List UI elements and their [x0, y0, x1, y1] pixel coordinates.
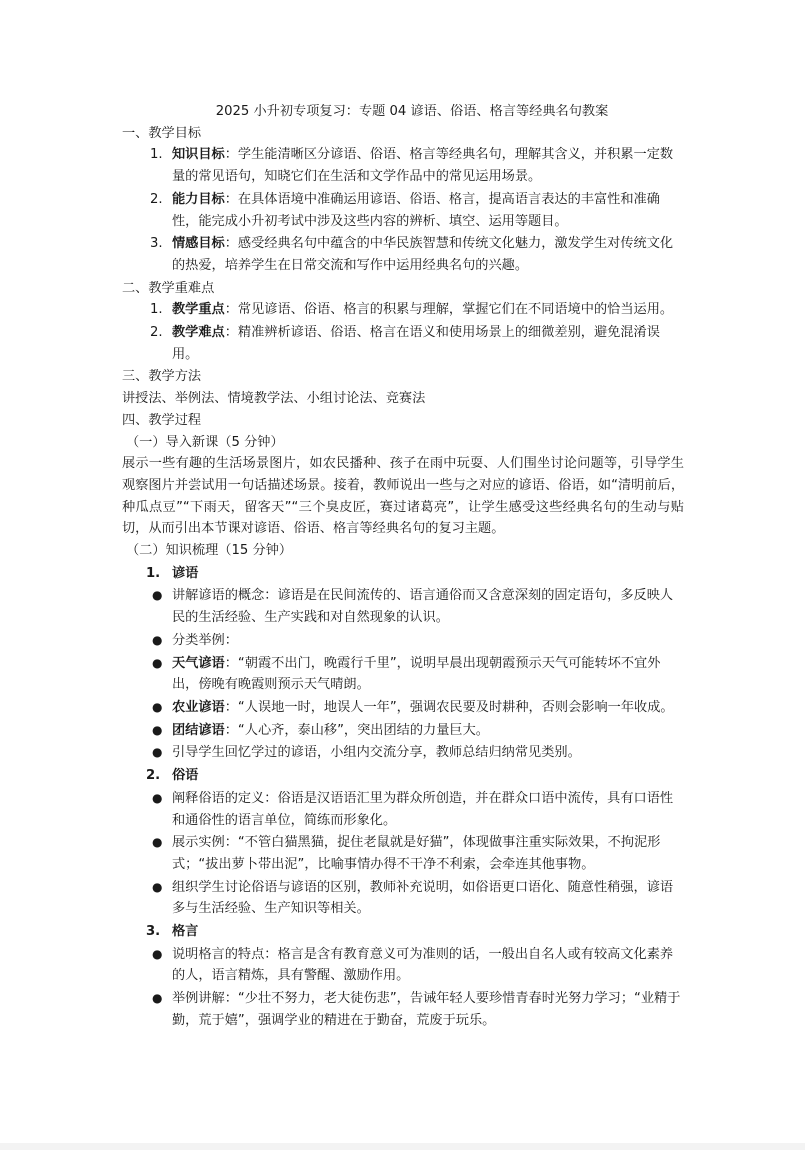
item-label: 团结谚语 [172, 722, 225, 738]
group-heading-sayings [122, 765, 684, 787]
item-text: ：在具体语境中准确运用谚语、俗语、格言，提高语言表达的丰富性和准确性，能完成小升初考试中涉及这些内容的辨析、填空、运用等题目。 [172, 191, 660, 229]
group-heading-proverbs [122, 563, 684, 585]
group-title: 俗语 [172, 768, 199, 784]
list-item [150, 653, 684, 696]
subsection-heading-intro: （一）导入新课（5 分钟） [126, 434, 284, 450]
item-text: 阐释俗语的定义：俗语是汉语语汇里为群众所创造，并在群众口语中流传，具有口语性和通俗性的语言单位，简练而形象化。 [172, 790, 674, 828]
item-text: 说明格言的特点：格言是含有教育意义可为准则的话，一般出自名人或有较高文化素养的人，语言精炼，具有警醒、激励作用。 [172, 946, 674, 984]
item-label: 教学重点 [172, 302, 225, 318]
bullet-icon: ● [152, 790, 163, 805]
section-heading-methods: 三、教学方法 [122, 369, 202, 385]
bullet-icon: ● [152, 632, 163, 647]
item-text: 组织学生讨论俗语与谚语的区别，教师补充说明，如俗语更口语化、随意性稍强，谚语多与生活经验、生产知识等相关。 [172, 879, 674, 917]
bullet-icon: ● [152, 745, 163, 760]
item-text: ：“人误地一时，地误人一年”，强调农民要及时耕种，否则会影响一年收成。 [224, 699, 674, 715]
list-number: 1. [150, 302, 163, 318]
bullet-icon: ● [152, 835, 163, 850]
list-number: 3. [146, 924, 161, 940]
item-text: ：感受经典名句中蕴含的中华民族智慧和传统文化魅力，激发学生对传统文化的热爱，培养学生在日常交流和写作中运用经典名句的兴趣。 [172, 236, 674, 273]
item-text: ：精准辨析谚语、俗语、格言在语义和使用场景上的细微差别，避免混淆误用。 [172, 325, 660, 362]
document-content [122, 101, 684, 1033]
intro-paragraph: 展示一些有趣的生活场景图片，如农民播种、孩子在雨中玩耍、人们围坐讨论问题等，引导学生观察图片并尝试用一句话描述场景。接着，教师说出一些与之对应的谚语、俗语，如“清明前后，种瓜点豆”“下雨天，留客天”“三个臭皮匠，赛过诸葛亮”，让学生感受这些经典名句的生动与贴切，从而引出本节课对谚语、俗语、格言等经典名句的复习主题。 [122, 456, 684, 537]
list-item [150, 697, 684, 719]
list-item [150, 585, 684, 628]
item-label: 天气谚语 [172, 655, 225, 671]
item-text: 讲解谚语的概念：谚语是在民间流传的、语言通俗而又含意深刻的固定语句，多反映人民的生活经验、生产实践和对自然现象的认识。 [172, 588, 674, 626]
section-heading-key-points: 二、教学重难点 [122, 280, 215, 296]
item-label: 情感目标 [172, 236, 225, 252]
list-item [150, 877, 684, 920]
item-text: ：学生能清晰区分谚语、俗语、格言等经典名句，理解其含义，并积累一定数量的常见语句，知晓它们在生活和文学作品中的常见运用场景。 [172, 147, 674, 185]
bullet-icon: ● [152, 655, 163, 670]
item-label: 知识目标 [172, 147, 225, 163]
proverbs-list [122, 585, 684, 764]
list-number: 2. [146, 768, 161, 784]
bullet-icon: ● [152, 879, 163, 894]
sayings-list [122, 788, 684, 920]
document-title: 2025 小升初专项复习：专题 04 谚语、俗语、格言等经典名句教案 [215, 104, 609, 119]
key-points-list [122, 299, 684, 365]
group-heading-maxims [122, 921, 684, 943]
item-text: ：“朝霞不出门，晚霞行千里”，说明早晨出现朝霞预示天气可能转坏不宜外出，傍晚有晚霞则预示天气晴朗。 [172, 655, 661, 693]
objective-item [150, 189, 684, 232]
bullet-icon: ● [152, 588, 163, 603]
list-item [150, 720, 684, 742]
list-number: 3. [150, 236, 163, 252]
list-number: 2. [150, 191, 163, 207]
list-item [150, 742, 684, 764]
key-point-item [150, 299, 684, 321]
item-text: ：“人心齐，泰山移”，突出团结的力量巨大。 [224, 722, 489, 738]
maxims-list [122, 944, 684, 1032]
list-number: 2. [150, 325, 163, 341]
item-text: 展示实例：“不管白猫黑猫，捉住老鼠就是好猫”，体现做事注重实际效果，不拘泥形式；“拔出萝卜带出泥”，比喻事情办得不干净不利索，会牵连其他事物。 [172, 835, 661, 872]
list-item [150, 630, 684, 652]
objectives-list [122, 144, 684, 276]
bullet-icon: ● [152, 722, 163, 737]
subsection-heading-review: （二）知识梳理（15 分钟） [126, 543, 293, 559]
list-number: 1. [146, 565, 161, 581]
item-text: ：常见谚语、俗语、格言的积累与理解，掌握它们在不同语境中的恰当运用。 [224, 302, 674, 318]
methods-text: 讲授法、举例法、情境教学法、小组讨论法、竞赛法 [122, 391, 426, 407]
list-item [150, 832, 684, 875]
list-number: 1. [150, 147, 163, 163]
bullet-icon: ● [152, 699, 163, 714]
item-label: 农业谚语 [172, 699, 225, 715]
list-item [150, 788, 684, 831]
section-heading-objectives: 一、教学目标 [122, 125, 202, 141]
bullet-icon: ● [152, 991, 163, 1006]
item-label: 教学难点 [172, 325, 225, 341]
objective-item [150, 233, 684, 276]
item-text: 举例讲解：“少壮不努力，老大徒伤悲”，告诫年轻人要珍惜青春时光努力学习；“业精于勤，荒于嬉”，强调学业的精进在于勤奋，荒废于玩乐。 [172, 991, 681, 1028]
objective-item [150, 144, 684, 187]
bullet-icon: ● [152, 946, 163, 961]
group-title: 格言 [172, 924, 199, 940]
item-text: 引导学生回忆学过的谚语，小组内交流分享，教师总结归纳常见类别。 [172, 745, 581, 761]
item-label: 能力目标 [172, 191, 225, 207]
key-point-item [150, 322, 684, 365]
group-title: 谚语 [172, 565, 199, 581]
list-item [150, 944, 684, 987]
section-heading-process: 四、教学过程 [122, 412, 202, 428]
list-item [150, 988, 684, 1031]
item-text: 分类举例： [172, 632, 238, 648]
